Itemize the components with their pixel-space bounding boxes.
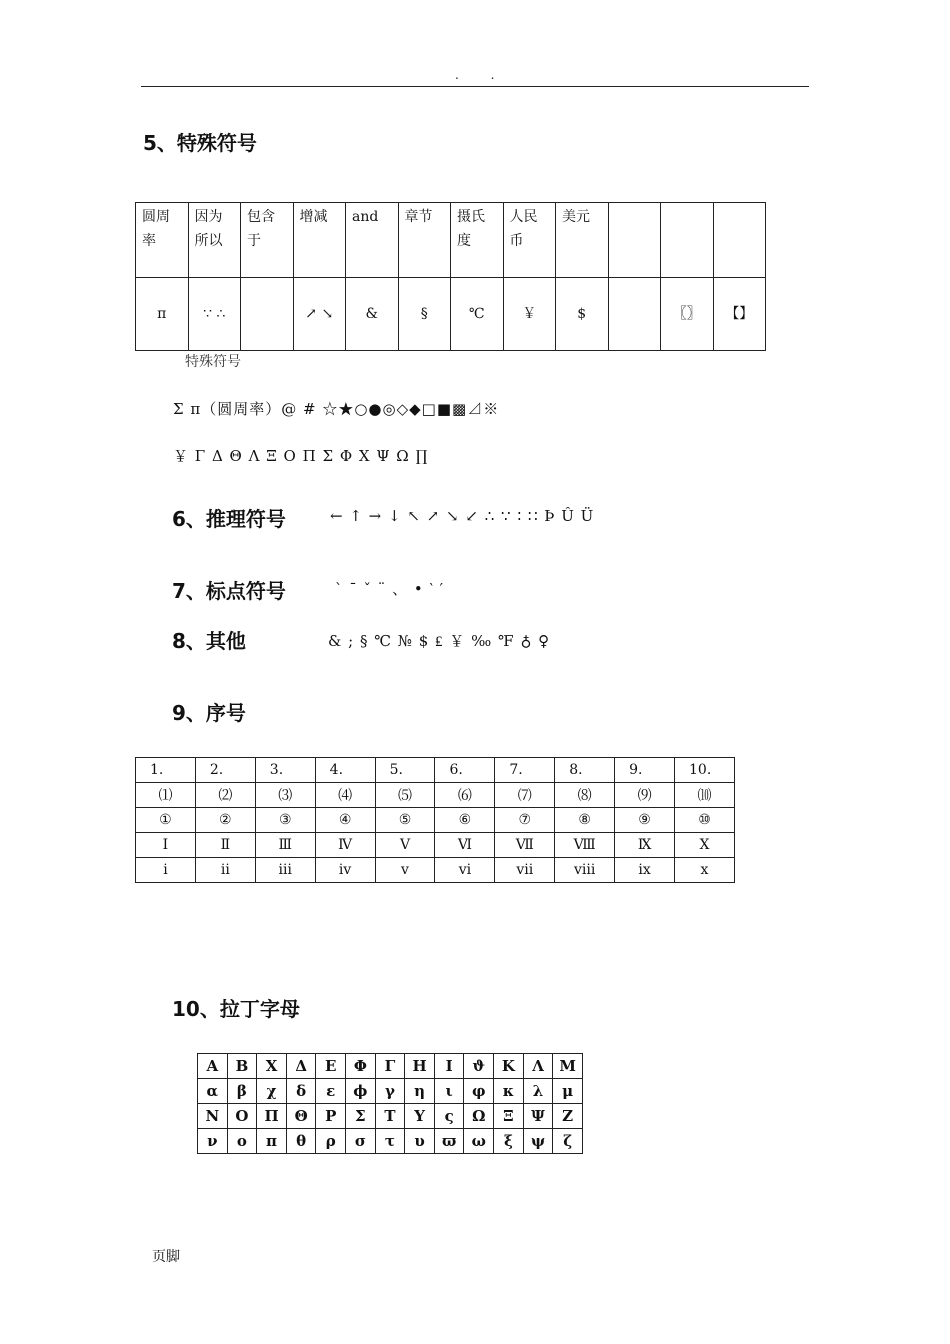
table-cell: ψ [523,1129,553,1154]
table-cell: ⑨ [615,808,675,833]
table-cell: Δ [286,1054,316,1079]
inference-symbols: ← ↑ → ↓ ↖ ↗ ↘ ↙ ∴ ∵ ∶ ∷ Þ Û Ü [330,507,595,525]
table-cell [661,203,714,278]
table-cell: ↗ ↘ [293,278,346,351]
table-cell: 因为所以 [188,203,241,278]
table-cell: ν [198,1129,228,1154]
section6-heading: 6、推理符号 [172,507,286,531]
table-cell: Ρ [316,1104,346,1129]
header-rule [141,86,809,87]
table-cell: Χ [257,1054,287,1079]
table-cell: 增减 [293,203,346,278]
table-row [198,1079,583,1104]
table-cell: Ⅱ [195,833,255,858]
table-cell: Ⅸ [615,833,675,858]
table-cell: Π [257,1104,287,1129]
other-symbols: & ; § ℃ № $ ₤ ￥ ‰ ℉ ♁ ♀ [328,632,551,650]
table-row [198,1104,583,1129]
table-row [136,758,735,783]
table-cell: and [346,203,399,278]
table-cell: $ [556,278,609,351]
table-row [136,858,735,883]
table-cell: ⑼ [615,783,675,808]
table-cell: 7. [495,758,555,783]
table-cell: Β [227,1054,257,1079]
table-cell: ￥ [503,278,556,351]
table-cell: ℃ [451,278,504,351]
table-cell: ϖ [434,1129,464,1154]
table-cell: ⑹ [435,783,495,808]
table-cell: ϕ [346,1079,376,1104]
table-cell: α [198,1079,228,1104]
table-cell [713,203,766,278]
table-cell: ⅴ [375,858,435,883]
table-cell: Γ [375,1054,405,1079]
symbol-line-2: ￥ Γ Δ Θ Λ Ξ Ο Π Σ Φ Χ Ψ Ω ∏ [173,447,429,465]
table-cell: Α [198,1054,228,1079]
table-cell: ⑸ [375,783,435,808]
table-cell: 8. [555,758,615,783]
table-cell: Ω [464,1104,494,1129]
table-cell: β [227,1079,257,1104]
table-cell: 人民币 [503,203,556,278]
table-caption: 特殊符号 [185,354,241,370]
table-cell: Ε [316,1054,346,1079]
table-cell: γ [375,1079,405,1104]
table-row [136,203,766,278]
table-cell: Σ [346,1104,376,1129]
table-cell: 2. [195,758,255,783]
table-row [136,783,735,808]
table-cell: σ [346,1129,376,1154]
table-cell: Ⅷ [555,833,615,858]
punctuation-symbols: ˋ ˉ ˇ ¨ 、 • ‵ ′ [335,580,445,598]
section5-heading: 5、特殊符号 [143,131,257,155]
table-cell: 圆周率 [136,203,189,278]
table-cell: Η [405,1054,435,1079]
table-cell: Ⅹ [675,833,735,858]
table-cell: χ [257,1079,287,1104]
serial-number-table [135,757,735,883]
table-cell: ⑩ [675,808,735,833]
table-cell: ∵ ∴ [188,278,241,351]
table-cell: Ξ [494,1104,524,1129]
table-cell: 1. [136,758,196,783]
table-cell: ⑧ [555,808,615,833]
table-cell: Λ [523,1054,553,1079]
table-cell: ⑵ [195,783,255,808]
table-cell: Ο [227,1104,257,1129]
table-cell: & [346,278,399,351]
table-cell: ρ [316,1129,346,1154]
table-cell: 美元 [556,203,609,278]
table-cell: ο [227,1129,257,1154]
table-cell: ⅹ [675,858,735,883]
table-cell: ω [464,1129,494,1154]
table-cell [608,278,661,351]
section7-heading: 7、标点符号 [172,579,286,603]
table-cell: π [257,1129,287,1154]
table-cell: 摄氏度 [451,203,504,278]
section8-heading: 8、其他 [172,629,246,653]
table-cell: ξ [494,1129,524,1154]
table-cell: § [398,278,451,351]
table-cell: ⅷ [555,858,615,883]
table-cell: ③ [255,808,315,833]
table-cell: ⅲ [255,858,315,883]
table-cell: ⑻ [555,783,615,808]
table-cell: ⅱ [195,858,255,883]
table-cell: ⑷ [315,783,375,808]
table-cell: Κ [494,1054,524,1079]
table-row [198,1129,583,1154]
table-row [136,833,735,858]
special-symbols-table [135,202,766,351]
table-cell: Ⅶ [495,833,555,858]
table-cell: ⑶ [255,783,315,808]
table-cell: Υ [405,1104,435,1129]
table-cell: Φ [346,1054,376,1079]
table-cell: κ [494,1079,524,1104]
table-cell: θ [286,1129,316,1154]
table-cell: 【】 [713,278,766,351]
table-row [198,1054,583,1079]
table-cell: τ [375,1129,405,1154]
table-cell: Ⅰ [136,833,196,858]
table-cell: ⑤ [375,808,435,833]
table-cell: 3. [255,758,315,783]
table-cell: Μ [553,1054,583,1079]
table-cell: ⑥ [435,808,495,833]
table-cell: ⑽ [675,783,735,808]
table-cell: Ⅲ [255,833,315,858]
table-cell: 5. [375,758,435,783]
table-cell: φ [464,1079,494,1104]
table-cell: ⅵ [435,858,495,883]
table-cell [241,278,294,351]
table-cell: π [136,278,189,351]
table-cell: ⅳ [315,858,375,883]
section10-heading: 10、拉丁字母 [172,997,300,1021]
table-cell: 〖〗 [661,278,714,351]
table-cell: 10. [675,758,735,783]
symbol-line-1: Σ π（圆周率）@ # ☆★○●◎◇◆□■▩⊿※ [173,400,500,418]
table-cell: Ψ [523,1104,553,1129]
table-cell: Ι [434,1054,464,1079]
table-cell: ε [316,1079,346,1104]
table-cell: η [405,1079,435,1104]
table-cell: ② [195,808,255,833]
table-cell: Ⅳ [315,833,375,858]
table-cell: υ [405,1129,435,1154]
table-cell [608,203,661,278]
table-cell: ④ [315,808,375,833]
greek-letters-table [197,1053,583,1154]
table-cell: ζ [553,1129,583,1154]
table-cell: ς [434,1104,464,1129]
table-cell: Ⅴ [375,833,435,858]
table-cell: 6. [435,758,495,783]
table-row [136,278,766,351]
table-cell: ⑦ [495,808,555,833]
table-cell: 包含于 [241,203,294,278]
table-cell: Ν [198,1104,228,1129]
table-cell: 章节 [398,203,451,278]
table-cell: ⅸ [615,858,675,883]
table-cell: ⅰ [136,858,196,883]
table-cell: Θ [286,1104,316,1129]
table-cell: 4. [315,758,375,783]
header-dots: . . [455,68,509,82]
table-cell: 9. [615,758,675,783]
page-footer: 页脚 [152,1249,180,1265]
table-cell: ⑺ [495,783,555,808]
table-cell: Τ [375,1104,405,1129]
table-cell: ① [136,808,196,833]
section9-heading: 9、序号 [172,701,246,725]
table-cell: Ⅵ [435,833,495,858]
table-cell: ⑴ [136,783,196,808]
table-cell: ϑ [464,1054,494,1079]
table-row [136,808,735,833]
table-cell: Ζ [553,1104,583,1129]
table-cell: ⅶ [495,858,555,883]
table-cell: ι [434,1079,464,1104]
table-cell: δ [286,1079,316,1104]
table-cell: λ [523,1079,553,1104]
table-cell: μ [553,1079,583,1104]
